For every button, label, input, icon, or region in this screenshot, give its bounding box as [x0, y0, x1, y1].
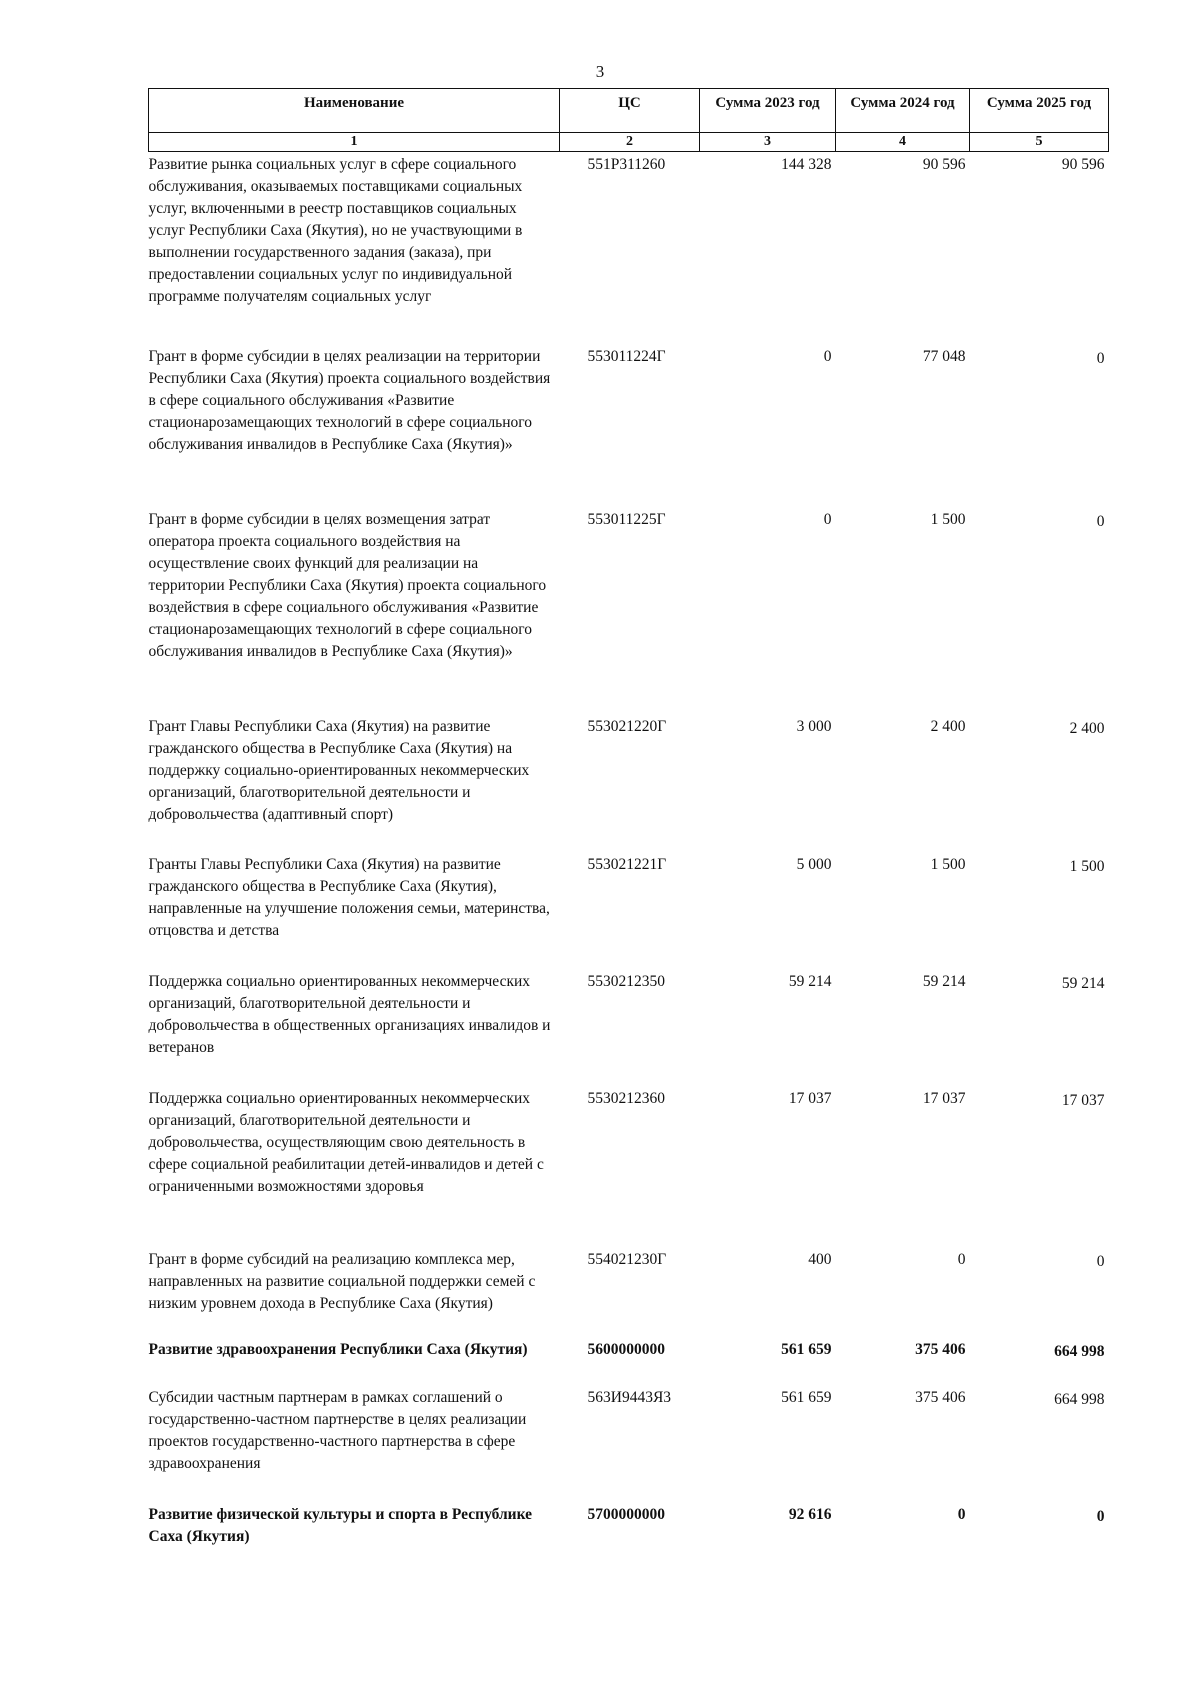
row-cs: 563И9443Я3: [587, 1388, 672, 1406]
table-row: [149, 854, 1109, 971]
row-name: Поддержка социально ориентированных некоммерческих организаций, благотворительной деятельности и добровольчества, осуществляющим свою деятельность в сфере социальной реабилитации детей-инвалидов и детей с ограниченными возможностями здоровья: [148, 1089, 544, 1195]
column-number: 3: [700, 133, 836, 152]
row-cs: 553011225Г: [587, 510, 666, 528]
row-sum-2023: 400: [808, 1250, 832, 1268]
column-number: 2: [560, 133, 700, 152]
row-sum-2024: 375 406: [915, 1388, 966, 1406]
table-row: [149, 1088, 1109, 1249]
header-name: Наименование: [149, 89, 560, 133]
row-sum-2024: 375 406: [915, 1340, 966, 1358]
row-sum-2023: 59 214: [788, 972, 832, 990]
row-sum-2023: 3 000: [796, 717, 832, 735]
row-name: Гранты Главы Республики Саха (Якутия) на развитие гражданского общества в Республике Саха (Якутия), направленные на улучшение положения семьи, материнства, отцовства и детства: [148, 855, 550, 939]
table-body: [149, 152, 1109, 1552]
row-sum-2024: 0: [957, 1250, 966, 1268]
table-row: [149, 1339, 1109, 1387]
page-number: 3: [595, 62, 605, 81]
row-sum-2024: 0: [957, 1505, 966, 1523]
row-sum-2025: 664 998: [1054, 1390, 1105, 1408]
table-row: [149, 1249, 1109, 1339]
row-cs: 554021230Г: [587, 1250, 667, 1268]
header-sum-2023: Сумма 2023 год: [700, 89, 836, 133]
row-name: Грант в форме субсидии в целях возмещения затрат оператора проекта социального воздействия на осуществление своих функций для реализации на территории Республики Саха (Якутия) проекта социального воздействия в сфере социального обслуживания «Развитие стационарозамещающих технологий в сфере социального обслуживания инвалидов в Республике Саха (Якутия)»: [148, 510, 547, 660]
row-sum-2025: 0: [1096, 512, 1105, 530]
row-sum-2025: 17 037: [1061, 1091, 1105, 1109]
row-cs: 5600000000: [587, 1340, 665, 1358]
row-cs: 553021221Г: [587, 855, 667, 873]
table-row: [149, 1504, 1109, 1552]
table-row: [149, 509, 1109, 716]
row-name: Развитие здравоохранения Республики Саха (Якутия): [148, 1340, 528, 1358]
row-sum-2025: 59 214: [1061, 974, 1105, 992]
row-sum-2025: 664 998: [1054, 1342, 1105, 1360]
row-cs: 553021220Г: [587, 717, 667, 735]
row-sum-2024: 2 400: [930, 717, 966, 735]
table-row: [149, 1387, 1109, 1504]
row-sum-2024: 90 596: [922, 156, 966, 173]
row-sum-2025: 0: [1096, 1252, 1105, 1270]
row-sum-2025: 90 596: [1061, 156, 1105, 173]
row-sum-2024: 17 037: [922, 1089, 966, 1107]
row-cs: 553011224Г: [587, 347, 666, 365]
column-number: 4: [836, 133, 970, 152]
row-name: Грант в форме субсидии в целях реализации на территории Республики Саха (Якутия) проекта социального воздействия в сфере социального обслуживания «Развитие стационарозамещающих технологий в сфере социального обслуживания инвалидов в Республике Саха (Якутия)»: [148, 347, 551, 453]
header-cs: ЦС: [560, 89, 700, 133]
row-name: Развитие рынка социальных услуг в сфере социального обслуживания, оказываемых поставщиками социальных услуг, включенными в реестр поставщиков социальных услуг Республики Саха (Якутия), но не участвующими в выполнении государственного задания (заказа), при предоставлении социальных услуг по индивидуальной программе получателям социальных услуг: [148, 156, 523, 305]
row-sum-2023: 17 037: [788, 1089, 832, 1107]
row-name: Субсидии частным партнерам в рамках соглашений о государственно-частном партнерстве в целях реализации проектов государственно-частного партнерства в сфере здравоохранения: [148, 1388, 527, 1472]
row-sum-2023: 92 616: [788, 1505, 832, 1523]
row-sum-2025: 0: [1096, 349, 1105, 367]
row-cs: 5700000000: [587, 1505, 665, 1523]
row-sum-2023: 561 659: [781, 1388, 832, 1406]
budget-table: [148, 88, 1109, 1552]
row-cs: 551P311260: [587, 156, 666, 173]
row-sum-2023: 0: [823, 510, 832, 528]
row-sum-2025: 2 400: [1069, 719, 1105, 737]
table-row: [149, 971, 1109, 1088]
column-number: 5: [970, 133, 1109, 152]
row-cs: 5530212350: [587, 972, 665, 990]
header-sum-2024: Сумма 2024 год: [836, 89, 970, 133]
row-cs: 5530212360: [587, 1089, 665, 1107]
row-sum-2024: 1 500: [930, 510, 966, 528]
table-row: [149, 716, 1109, 854]
row-name: Поддержка социально ориентированных некоммерческих организаций, благотворительной деятельности и добровольчества в общественных организациях инвалидов и ветеранов: [148, 972, 551, 1056]
row-sum-2023: 144 328: [781, 156, 832, 173]
table-row: [149, 346, 1109, 509]
row-name: Грант в форме субсидий на реализацию комплекса мер, направленных на развитие социальной поддержки семей с низким уровнем дохода в Республике Саха (Якутия): [148, 1250, 536, 1312]
row-sum-2024: 1 500: [930, 855, 966, 873]
table-header: [149, 89, 1109, 152]
row-name: Грант Главы Республики Саха (Якутия) на развитие гражданского общества в Республике Саха (Якутия) на поддержку социально-ориентированных некоммерческих организаций, благотворительной деятельности и добровольчества (адаптивный спорт): [148, 717, 530, 823]
row-sum-2025: 1 500: [1069, 857, 1105, 875]
row-sum-2023: 561 659: [781, 1340, 832, 1358]
row-sum-2023: 5 000: [796, 855, 832, 873]
table-row: [149, 152, 1109, 346]
column-number: 1: [149, 133, 560, 152]
row-sum-2023: 0: [823, 347, 832, 365]
row-sum-2024: 59 214: [922, 972, 966, 990]
row-sum-2024: 77 048: [922, 347, 966, 365]
row-sum-2025: 0: [1096, 1507, 1105, 1525]
row-name: Развитие физической культуры и спорта в Республике Саха (Якутия): [148, 1505, 533, 1545]
header-sum-2025: Сумма 2025 год: [970, 89, 1109, 133]
